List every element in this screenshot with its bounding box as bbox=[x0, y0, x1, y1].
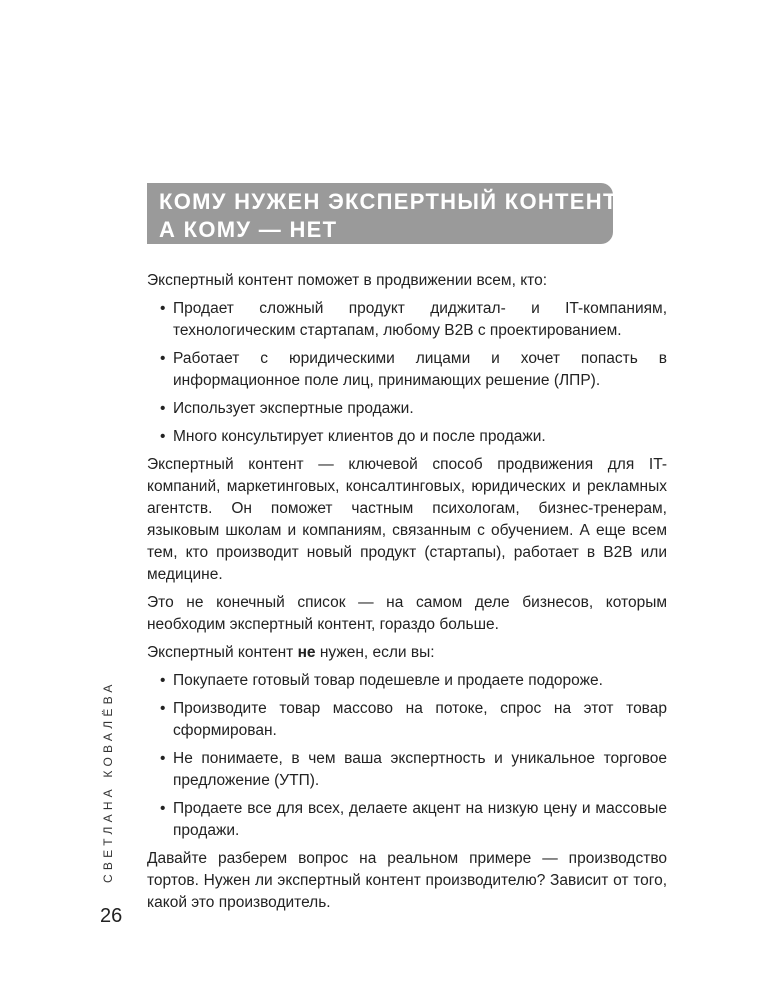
list-item: • Продаете все для всех, делаете акцент на низкую цену и массовые продажи. bbox=[173, 798, 667, 842]
paragraph: Это не конечный список — на самом деле бизнесов, которым необходим экспертный контент, гораздо больше. bbox=[147, 594, 667, 633]
intro-text: нужен, если вы: bbox=[315, 644, 435, 661]
heading-line-1: КОМУ НУЖЕН ЭКСПЕРТНЫЙ КОНТЕНТ, bbox=[159, 189, 623, 214]
intro-paragraph: Экспертный контент поможет в продвижении всем, кто: bbox=[147, 272, 547, 289]
heading-line-2: А КОМУ — НЕТ bbox=[159, 217, 338, 242]
emphasis-not: не bbox=[297, 644, 316, 661]
list-item: • Не понимаете, в чем ваша экспертность и уникальное торговое предложение (УТП). bbox=[173, 748, 667, 792]
body-text bbox=[147, 270, 667, 920]
list-item: • Производите товар массово на потоке, спрос на этот товар сформирован. bbox=[173, 698, 667, 742]
paragraph: Давайте разберем вопрос на реальном примере — производство тортов. Нужен ли экспертный контент производителю? Зависит от того, какой это производитель. bbox=[147, 850, 667, 911]
list-item: • Использует экспертные продажи. bbox=[173, 398, 667, 420]
list-item: • Работает с юридическими лицами и хочет попасть в информационное поле лиц, принимающих решение (ЛПР). bbox=[173, 348, 667, 392]
list-item: • Продает сложный продукт диджитал- и IT-компаниям, технологическим стартапам, любому B2B с проектированием. bbox=[173, 298, 667, 342]
page-number: 26 bbox=[100, 905, 123, 927]
who-needs-list bbox=[147, 298, 667, 448]
list-item: • Много консультирует клиентов до и после продажи. bbox=[173, 426, 667, 448]
author-running-head: СВЕТЛАНА КОВАЛЁВА bbox=[101, 680, 115, 883]
intro-text: Экспертный контент bbox=[147, 644, 298, 661]
intro-not-needed bbox=[147, 642, 667, 664]
chapter-heading bbox=[147, 183, 623, 244]
paragraph: Экспертный контент — ключевой способ продвижения для IT-компаний, маркетинговых, консалтинговых, юридических и рекламных агентств. Он поможет частным психологам, бизнес-тренерам, языковым школам и компаниям, связанным с обучением. А еще всем тем, кто производит новый продукт (стартапы), работает в B2B или медицине. bbox=[147, 456, 667, 583]
list-item: • Покупаете готовый товар подешевле и продаете подороже. bbox=[173, 670, 667, 692]
who-not-needs-list bbox=[147, 670, 667, 842]
